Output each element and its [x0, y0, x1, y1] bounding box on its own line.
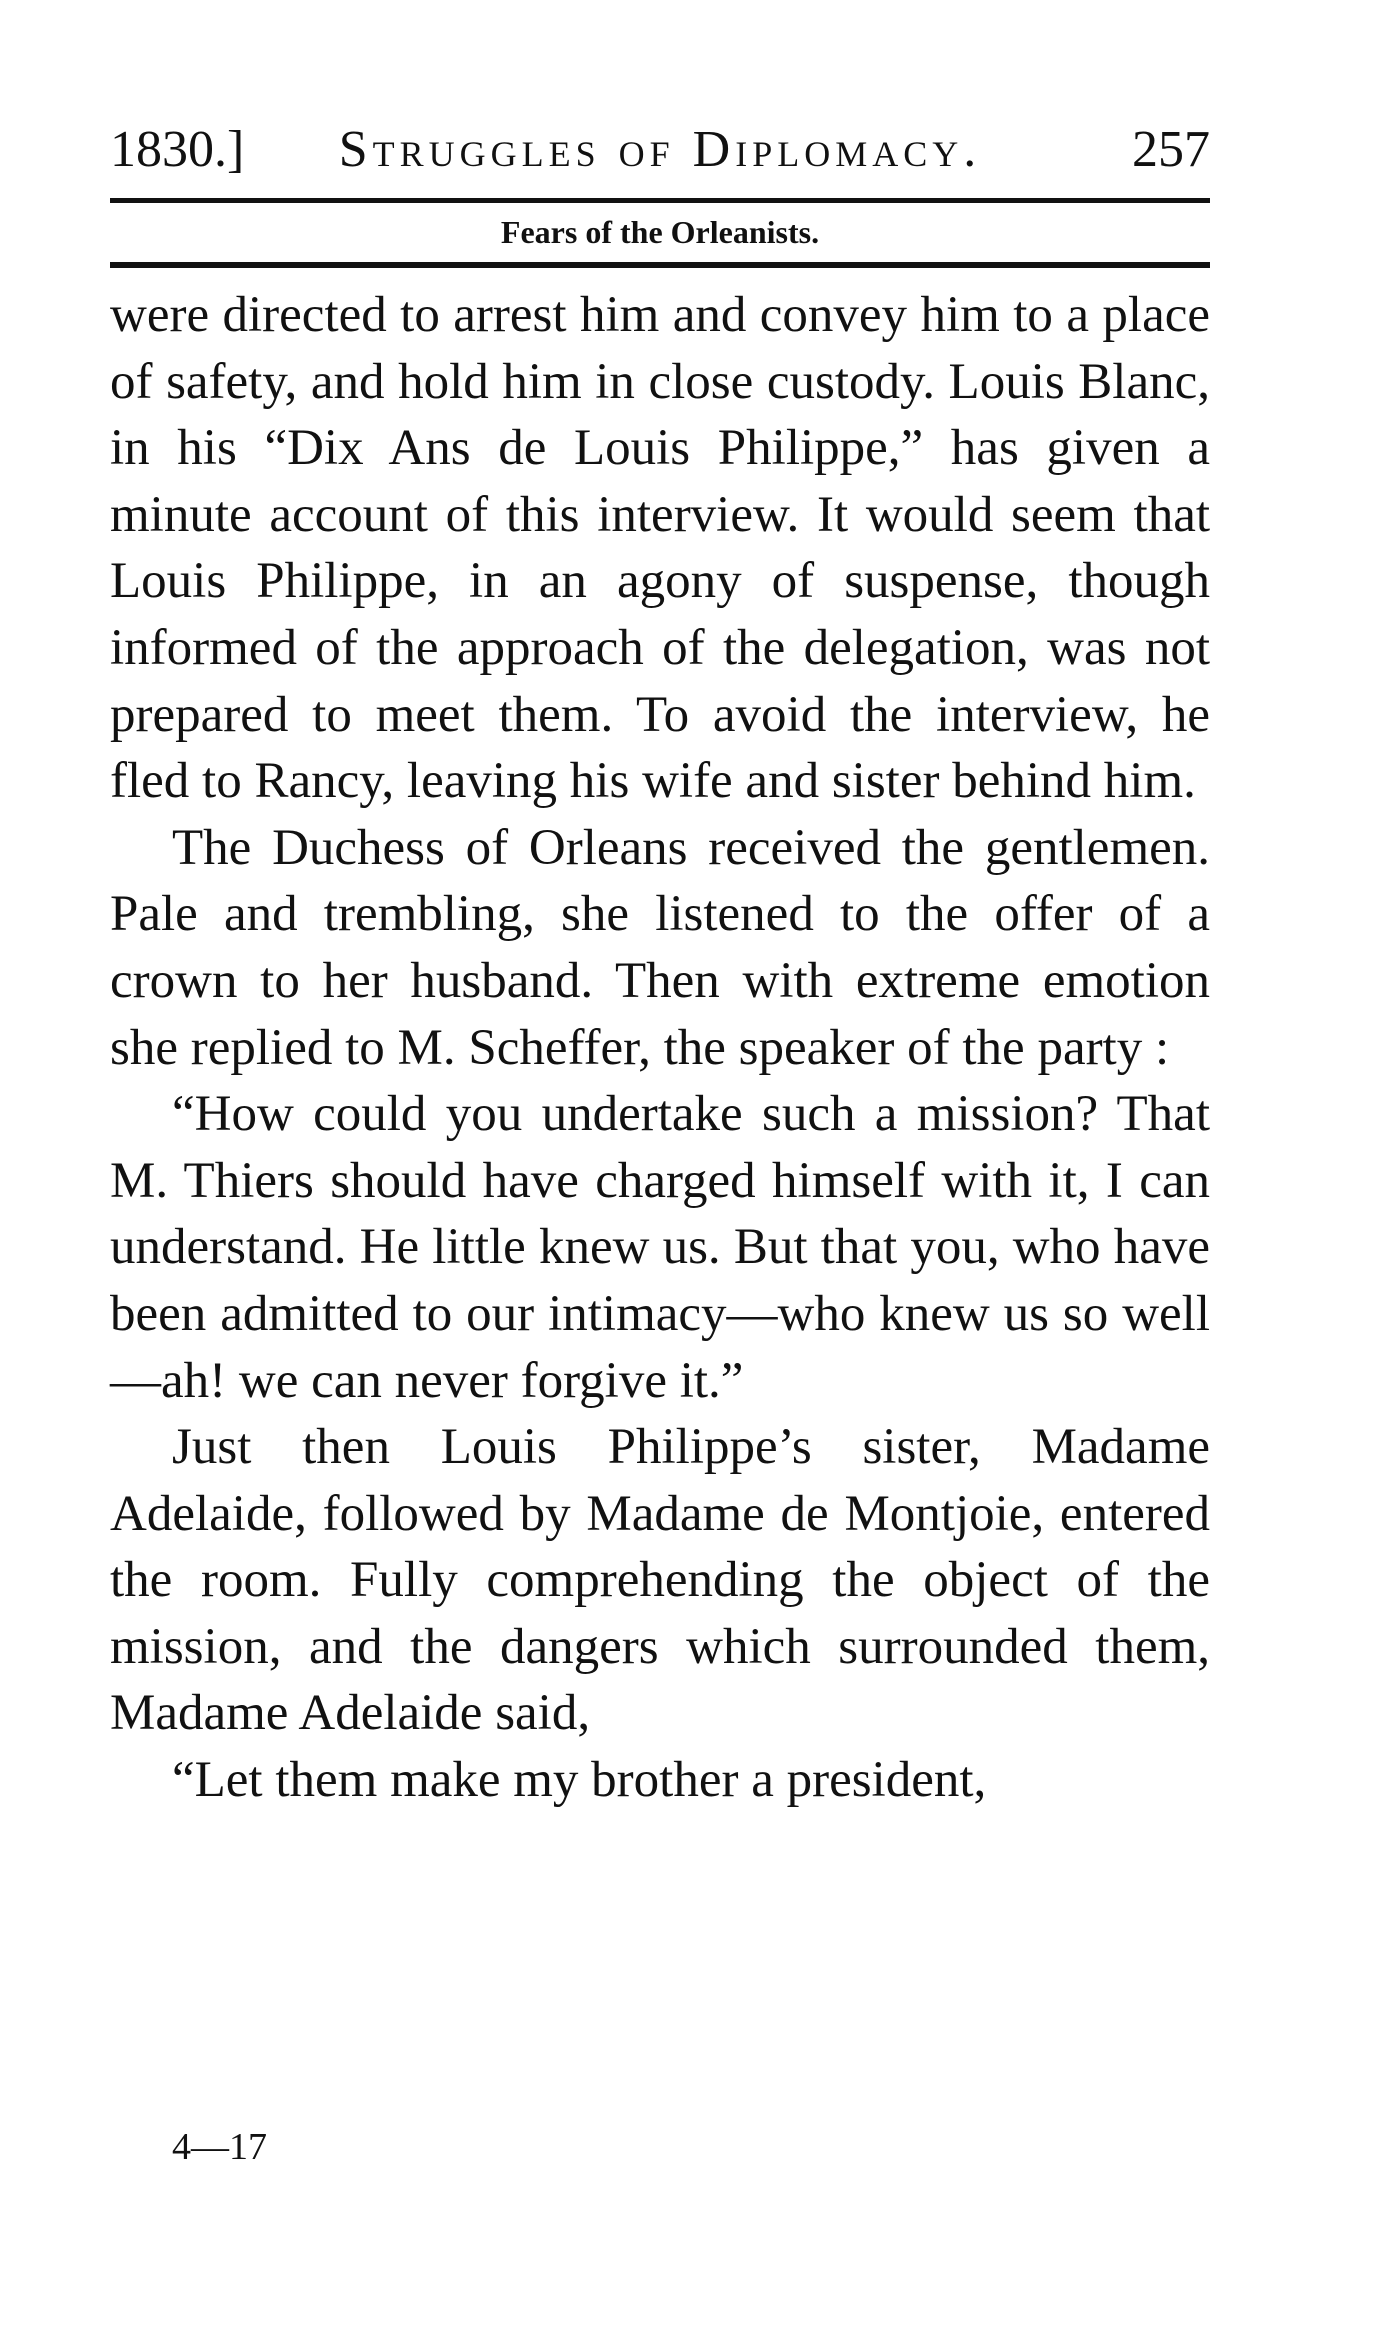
paragraph-5: “Let them make my brother a president, [172, 1752, 987, 1809]
header-rule-top [110, 198, 1210, 203]
running-head [110, 110, 1210, 190]
body-text [110, 282, 1210, 1814]
header-year: 1830.] [110, 121, 245, 178]
paragraph-2: The Duchess of Orleans received the gentlemen. Pale and trembling, she listened to the offer of a crown to her husband. Then with extreme emotion she replied to M. Scheffer, the speaker of the party : [110, 819, 1210, 1076]
header-title: Struggles of Diplomacy. [338, 121, 982, 178]
section-subheading: Fears of the Orleanists. [500, 214, 820, 250]
paragraph-1: were directed to arrest him and convey him to a place of safety, and hold him in close custody. Louis Blanc, in his “Dix Ans de Louis Philippe,” has given a minute account of this interview. It would seem that Louis Philippe, in an agony of suspense, though informed of the approach of the delegation, was not prepared to meet them. To avoid the interview, he fled to Rancy, leaving his wife and sister behind him. [110, 287, 1210, 810]
page-number: 257 [1132, 121, 1210, 178]
paragraph-4: Just then Louis Philippe’s sister, Madame Adelaide, followed by Madame de Montjoie, entered the room. Fully comprehending the object of the mission, and the dangers which surrounded them, Madame Adelaide said, [110, 1419, 1210, 1742]
header-rule-bottom [110, 262, 1210, 268]
signature-mark: 4—17 [172, 2126, 267, 2168]
paragraph-3: “How could you undertake such a mission? That M. Thiers should have charged himself with it, I can understand. He little knew us. But that you, who have been admitted to our intimacy—who knew us so well—ah! we can never forgive it.” [110, 1086, 1210, 1409]
